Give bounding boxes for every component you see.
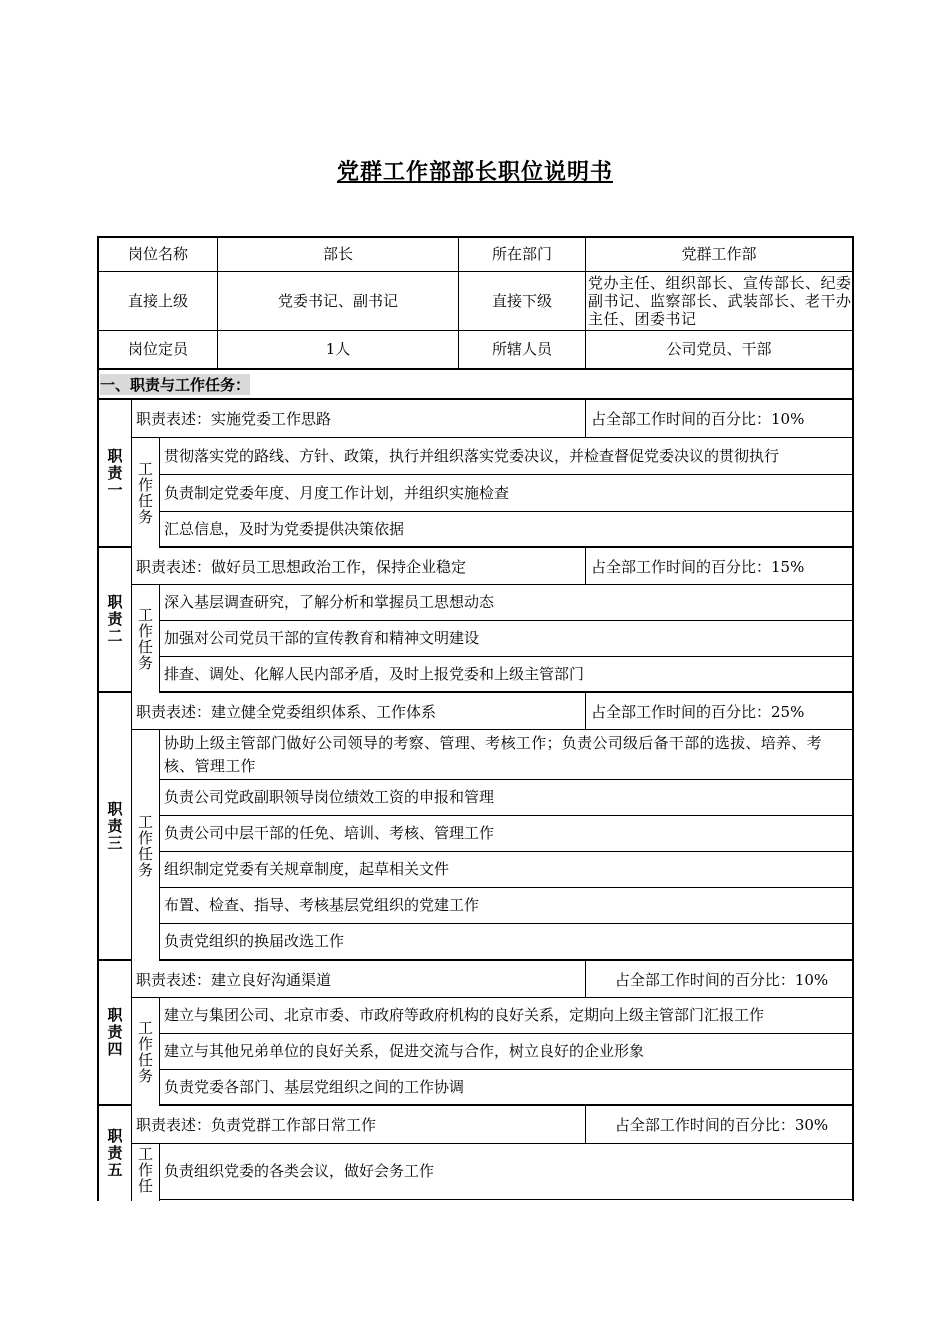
duty-5-description: 职责表述：负责党群工作部日常工作 xyxy=(132,1106,586,1144)
duty-3-task-3: 负责公司中层干部的任免、培训、考核、管理工作 xyxy=(160,816,852,852)
duty-1-description: 职责表述：实施党委工作思路 xyxy=(132,400,586,438)
label-subordinate: 直接下级 xyxy=(459,272,586,331)
label-superior: 直接上级 xyxy=(99,272,218,331)
duty-2-percentage: 占全部工作时间的百分比：15% xyxy=(586,548,852,585)
duty-3-task-1: 协助上级主管部门做好公司领导的考察、管理、考核工作；负责公司级后备干部的选拔、培养、考核、管理工作 xyxy=(160,730,852,780)
duty-3-task-4: 组织制定党委有关规章制度，起草相关文件 xyxy=(160,852,852,888)
duty-2-task-label: 工 作 任 务 xyxy=(132,585,160,693)
duty-1-task-3: 汇总信息，及时为党委提供决策依据 xyxy=(160,512,852,548)
duty-3-task-2: 负责公司党政副职领导岗位绩效工资的申报和管理 xyxy=(160,780,852,816)
duty-4-task-label: 工 作 任 务 xyxy=(132,998,160,1106)
duty-1-label: 职 责 一 xyxy=(99,400,132,548)
label-headcount: 岗位定员 xyxy=(99,331,218,368)
duty-3-percentage: 占全部工作时间的百分比：25% xyxy=(586,693,852,730)
duty-5-task-label: 工 作 任 xyxy=(132,1144,160,1201)
label-position-name: 岗位名称 xyxy=(99,238,218,272)
value-department: 党群工作部 xyxy=(586,238,852,272)
duty-4-task-3: 负责党委各部门、基层党组织之间的工作协调 xyxy=(160,1070,852,1106)
duty-5-percentage: 占全部工作时间的百分比：30% xyxy=(586,1106,852,1144)
duty-1-percentage: 占全部工作时间的百分比：10% xyxy=(586,400,852,438)
duty-2-task-3: 排查、调处、化解人民内部矛盾，及时上报党委和上级主管部门 xyxy=(160,657,852,693)
duty-3-description: 职责表述：建立健全党委组织体系、工作体系 xyxy=(132,693,586,730)
value-subordinate: 党办主任、组织部长、宣传部长、纪委副书记、监察部长、武装部长、老干办主任、团委书记 xyxy=(586,272,852,331)
duty-4-task-1: 建立与集团公司、北京市委、市政府等政府机构的良好关系，定期向上级主管部门汇报工作 xyxy=(160,998,852,1034)
duty-2-task-1: 深入基层调查研究，了解分析和掌握员工思想动态 xyxy=(160,585,852,621)
page-title: 党群工作部部长职位说明书 xyxy=(336,160,613,185)
duty-1-task-1: 贯彻落实党的路线、方针、政策，执行并组织落实党委决议，并检查督促党委决议的贯彻执行 xyxy=(160,438,852,475)
value-superior: 党委书记、副书记 xyxy=(218,272,459,331)
duty-2-task-2: 加强对公司党员干部的宣传教育和精神文明建设 xyxy=(160,621,852,657)
duty-4-percentage: 占全部工作时间的百分比：10% xyxy=(586,961,852,998)
duty-4-task-2: 建立与其他兄弟单位的良好关系，促进交流与合作，树立良好的企业形象 xyxy=(160,1034,852,1070)
duty-3-task-label: 工 作 任 务 xyxy=(132,730,160,961)
duty-5-task-1: 负责组织党委的各类会议，做好会务工作 xyxy=(160,1144,852,1200)
label-department: 所在部门 xyxy=(459,238,586,272)
value-headcount: 1人 xyxy=(218,331,459,368)
duty-3-label: 职 责 三 xyxy=(99,693,132,961)
duty-2-label: 职 责 二 xyxy=(99,548,132,693)
duty-3-task-6: 负责党组织的换届改选工作 xyxy=(160,924,852,961)
duty-3-task-5: 布置、检查、指导、考核基层党组织的党建工作 xyxy=(160,888,852,924)
duty-5-label: 职 责 五 xyxy=(99,1106,132,1201)
value-staff: 公司党员、干部 xyxy=(666,340,772,358)
duty-4-description: 职责表述：建立良好沟通渠道 xyxy=(132,961,586,998)
duty-2-description: 职责表述：做好员工思想政治工作，保持企业稳定 xyxy=(132,548,586,585)
label-staff: 所辖人员 xyxy=(459,331,586,368)
section-title: 一、职责与工作任务： xyxy=(97,368,854,400)
duty-4-label: 职 责 四 xyxy=(99,961,132,1106)
value-position-name: 部长 xyxy=(218,238,459,272)
duty-1-task-2: 负责制定党委年度、月度工作计划，并组织实施检查 xyxy=(160,475,852,512)
duty-1-task-label: 工 作 任 务 xyxy=(132,438,160,548)
